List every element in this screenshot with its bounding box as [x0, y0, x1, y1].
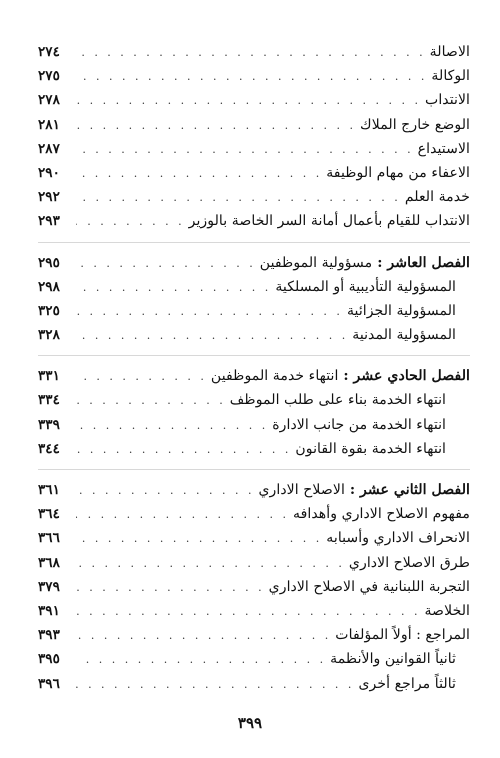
chapter-label: الفصل الثاني عشر :	[344, 482, 470, 498]
entry-title: ثانياً القوانين والأنظمة	[330, 651, 456, 668]
page-number: ٣٦١	[38, 482, 60, 498]
chapter-label: الفصل الحادي عشر :	[338, 368, 470, 385]
dot-leader	[76, 527, 322, 551]
dot-leader	[76, 210, 185, 234]
dot-leader	[76, 276, 271, 300]
toc-entry	[38, 161, 470, 185]
dot-leader	[76, 600, 420, 624]
dot-leader	[76, 138, 414, 162]
entry-title: مسؤولية الموظفين	[259, 254, 373, 271]
page-number: ٢٧٨	[38, 92, 60, 109]
dot-leader	[76, 162, 322, 186]
page-number: ٣٦٤	[38, 506, 60, 523]
dot-leader	[76, 414, 268, 438]
entry-title: الانحراف الاداري وأسبابه	[326, 530, 470, 547]
page-number: ٣٩٥	[38, 651, 60, 668]
entry-title: التجربة اللبنانية في الاصلاح الاداري	[268, 578, 470, 595]
dot-leader	[76, 673, 354, 697]
dot-leader	[76, 89, 421, 113]
page-number: ٣٢٨	[38, 327, 60, 344]
toc-entry	[38, 388, 470, 412]
page-number: ٢٩٨	[38, 278, 60, 295]
dot-leader	[76, 324, 348, 348]
page-number: ٣٧٩	[38, 578, 60, 595]
page-number: ٣٦٨	[38, 554, 60, 571]
page-number: ٢٨١	[38, 116, 60, 133]
toc-entry	[38, 623, 470, 647]
page-number: ٣٩١	[38, 602, 60, 619]
page-number: ٣٤٤	[38, 440, 60, 457]
toc-entry	[38, 364, 470, 388]
page-number: ٣٢٥	[38, 302, 60, 319]
dot-leader	[76, 438, 291, 462]
dot-leader	[76, 252, 256, 276]
entry-title: المسؤولية المدنية	[352, 327, 456, 344]
entry-title: ثالثاً مراجع أخرى	[358, 675, 456, 692]
toc-entry	[38, 137, 470, 161]
dot-leader	[76, 65, 427, 89]
chapter-label: الفصل العاشر :	[372, 254, 470, 271]
toc-entry	[38, 647, 470, 671]
entry-title: طرق الاصلاح الاداري	[348, 554, 470, 571]
entry-title: الخلاصة	[424, 602, 470, 619]
toc-entry	[38, 113, 470, 137]
page-number: ٣٦٦	[38, 530, 60, 547]
toc-entry	[38, 672, 470, 696]
page-number: ٣٩٣	[38, 627, 60, 644]
entry-title: المسؤولية التأديبية أو المسلكية	[275, 278, 456, 295]
toc-entry	[38, 209, 470, 233]
entry-title: انتهاء الخدمة بناء على طلب الموظف	[229, 392, 446, 409]
toc-entry	[38, 437, 470, 461]
dot-leader	[76, 186, 401, 210]
toc-group-continuation	[38, 40, 470, 234]
toc-entry	[38, 40, 470, 64]
toc-entry	[38, 575, 470, 599]
entry-title: الاستيداع	[417, 140, 470, 157]
page-number: ٣٩٦	[38, 675, 60, 692]
entry-title: انتهاء الخدمة من جانب الادارة	[272, 416, 446, 433]
page-number: ٢٧٤	[38, 44, 60, 60]
page-number: ٣٣١	[38, 368, 60, 385]
entry-title: الاعفاء من مهام الوظيفة	[326, 164, 470, 181]
entry-title: الوضع خارج الملاك	[360, 116, 470, 133]
toc-group-chapter-10	[38, 242, 470, 348]
toc-entry	[38, 599, 470, 623]
dot-leader	[76, 479, 254, 503]
entry-title: الاصالة	[429, 44, 470, 60]
toc-entry	[38, 413, 470, 437]
toc-entry	[38, 299, 470, 323]
dot-leader	[76, 41, 426, 65]
page-number: ٢٩٥	[38, 254, 60, 271]
entry-title: خدمة العلم	[404, 189, 470, 206]
page-number: ٢٧٥	[38, 68, 60, 85]
page-number: ٣٣٩	[38, 416, 60, 433]
toc-entry	[38, 251, 470, 275]
toc-entry	[38, 64, 470, 88]
entry-title: انتهاء خدمة الموظفين	[210, 368, 339, 385]
table-of-contents	[38, 40, 470, 696]
toc-entry	[38, 478, 470, 502]
toc-entry	[38, 275, 470, 299]
toc-entry	[38, 88, 470, 112]
page-number: ٣٣٤	[38, 392, 60, 409]
toc-entry	[38, 526, 470, 550]
entry-title: الاصلاح الاداري	[258, 482, 345, 498]
entry-title: الانتداب	[424, 92, 470, 109]
entry-title: المراجع : أولاً المؤلفات	[335, 627, 470, 644]
page-number: ٢٨٧	[38, 140, 60, 157]
toc-entry	[38, 185, 470, 209]
dot-leader	[76, 503, 289, 527]
dot-leader	[76, 624, 331, 648]
entry-title: المسؤولية الجزائية	[346, 302, 456, 319]
dot-leader	[76, 300, 343, 324]
dot-leader	[76, 576, 265, 600]
toc-entry	[38, 323, 470, 347]
toc-entry	[38, 502, 470, 526]
toc-group-chapter-11	[38, 355, 470, 461]
page-number: ٢٩٣	[38, 213, 60, 230]
entry-title: الوكالة	[431, 68, 470, 85]
dot-leader	[76, 114, 356, 138]
dot-leader	[76, 552, 345, 576]
page-number: ٢٩٠	[38, 164, 60, 181]
page-folio-number: ٣٩٩	[237, 714, 263, 732]
entry-title: انتهاء الخدمة بقوة القانون	[295, 440, 446, 457]
dot-leader	[76, 648, 326, 672]
dot-leader	[76, 365, 207, 389]
toc-group-chapter-12	[38, 469, 470, 696]
dot-leader	[76, 389, 226, 413]
toc-entry	[38, 551, 470, 575]
entry-title: الانتداب للقيام بأعمال أمانة السر الخاصة بالوزير	[188, 213, 470, 230]
page-number: ٢٩٢	[38, 189, 60, 206]
entry-title: مفهوم الاصلاح الاداري وأهدافه	[293, 506, 470, 523]
